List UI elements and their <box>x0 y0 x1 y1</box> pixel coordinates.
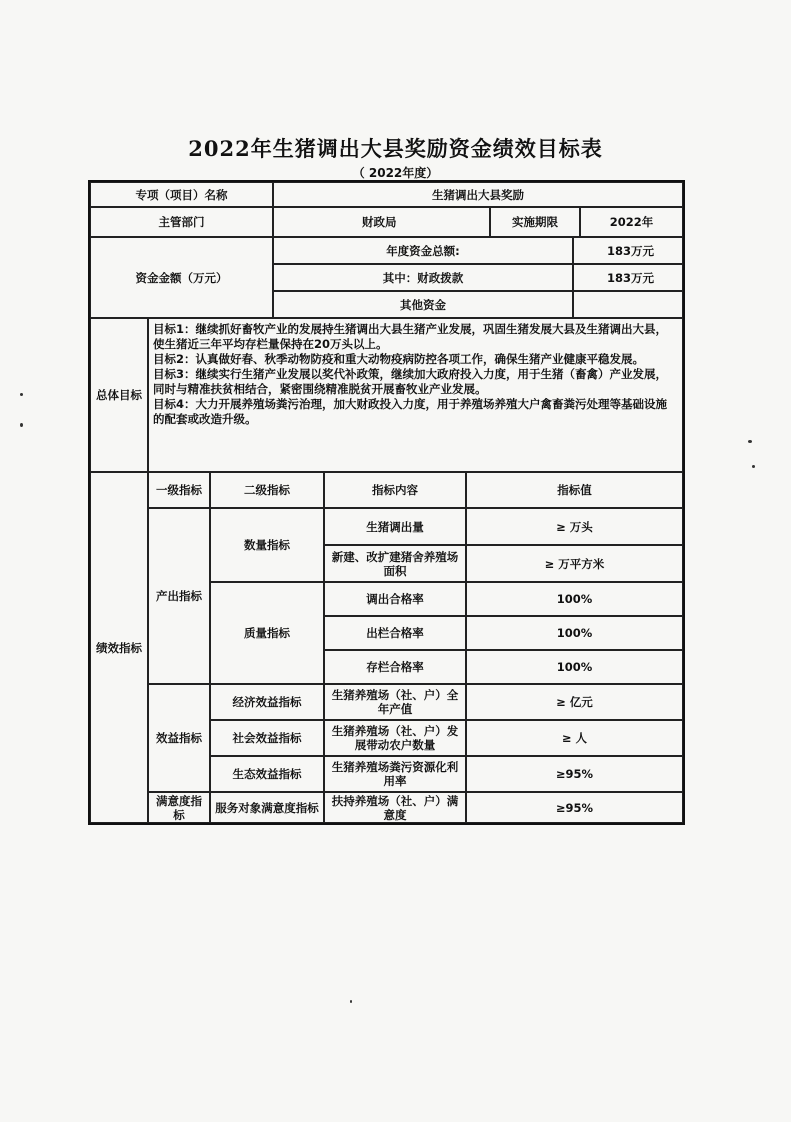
output-value-5: 100% <box>466 650 683 684</box>
period-value: 2022年 <box>580 207 683 237</box>
output-content-3: 调出合格率 <box>324 582 466 616</box>
quantity-label: 数量指标 <box>210 508 324 582</box>
scan-speck <box>20 393 23 396</box>
quality-label: 质量指标 <box>210 582 324 684</box>
output-value-1: ≥ 万头 <box>466 508 683 545</box>
output-content-2: 新建、改扩建猪舍养殖场面积 <box>324 545 466 582</box>
goal-item: 目标2：认真做好春、秋季动物防疫和重大动物疫病防控各项工作，确保生猪产业健康平稳发展。 <box>153 352 644 366</box>
benefit-level2-1: 经济效益指标 <box>210 684 324 720</box>
page-title: 2022年生猪调出大县奖励资金绩效目标表 <box>188 136 603 161</box>
funds-other-label: 其他资金 <box>273 291 573 318</box>
benefit-content-3: 生猪养殖场粪污资源化利用率 <box>324 756 466 792</box>
output-value-3: 100% <box>466 582 683 616</box>
output-value-2: ≥ 万平方米 <box>466 545 683 582</box>
page-subtitle: （ 2022年度） <box>352 166 439 180</box>
benefit-content-1: 生猪养殖场（社、户）全年产值 <box>324 684 466 720</box>
scan-speck <box>752 465 755 468</box>
output-label: 产出指标 <box>148 508 210 684</box>
output-content-5: 存栏合格率 <box>324 650 466 684</box>
goal-item: 目标4：大力开展养殖场粪污治理，加大财政投入力度，用于养殖场养殖大户禽畜粪污处理等基础设施的配套或改造升级。 <box>153 397 667 426</box>
output-content-1: 生猪调出量 <box>324 508 466 545</box>
benefit-value-3: ≥95% <box>466 756 683 792</box>
benefit-value-1: ≥ 亿元 <box>466 684 683 720</box>
funds-fiscal-value: 183万元 <box>573 264 683 291</box>
header-level1: 一级指标 <box>148 472 210 508</box>
satisfaction-label: 满意度指标 <box>148 792 210 823</box>
header-content: 指标内容 <box>324 472 466 508</box>
project-label: 专项（项目）名称 <box>90 182 273 207</box>
goal-item: 目标1：继续抓好畜牧产业的发展持生猪调出大县生猪产业发展，巩固生猪发展大县及生猪调出大县，使生猪近三年平均存栏量保持在20万头以上。 <box>153 322 667 351</box>
goals-text <box>148 318 683 472</box>
output-value-4: 100% <box>466 616 683 650</box>
goal-item: 目标3：继续实行生猪产业发展以奖代补政策，继续加大政府投入力度，用于生猪（畜禽）产业发展，同时与精准扶贫相结合，紧密围绕精准脱贫开展畜牧业产业发展。 <box>153 367 667 396</box>
project-value: 生猪调出大县奖励 <box>273 182 683 207</box>
performance-goal-form <box>88 180 685 825</box>
benefit-level2-2: 社会效益指标 <box>210 720 324 756</box>
department-label: 主管部门 <box>90 207 273 237</box>
funds-other-value <box>573 291 683 318</box>
indicators-label: 绩效指标 <box>90 472 148 823</box>
benefit-content-2: 生猪养殖场（社、户）发展带动农户数量 <box>324 720 466 756</box>
benefit-label: 效益指标 <box>148 684 210 792</box>
department-value-text: 财政局 <box>362 215 397 229</box>
satisfaction-value: ≥95% <box>466 792 683 823</box>
funds-total-label: 年度资金总额: <box>273 237 573 264</box>
department-value <box>273 207 490 237</box>
funds-label: 资金金额（万元） <box>90 237 273 318</box>
output-content-4: 出栏合格率 <box>324 616 466 650</box>
goals-label: 总体目标 <box>90 318 148 472</box>
scan-speck <box>748 440 752 443</box>
benefit-value-2: ≥ 人 <box>466 720 683 756</box>
funds-fiscal-label: 其中：财政拨款 <box>273 264 573 291</box>
satisfaction-level2: 服务对象满意度指标 <box>210 792 324 823</box>
scan-speck <box>20 423 23 427</box>
header-value: 指标值 <box>466 472 683 508</box>
satisfaction-content: 扶持养殖场（社、户）满意度 <box>324 792 466 823</box>
funds-total-value: 183万元 <box>573 237 683 264</box>
benefit-level2-3: 生态效益指标 <box>210 756 324 792</box>
header-level2: 二级指标 <box>210 472 324 508</box>
period-label: 实施期限 <box>490 207 580 237</box>
scan-speck <box>350 1000 352 1003</box>
